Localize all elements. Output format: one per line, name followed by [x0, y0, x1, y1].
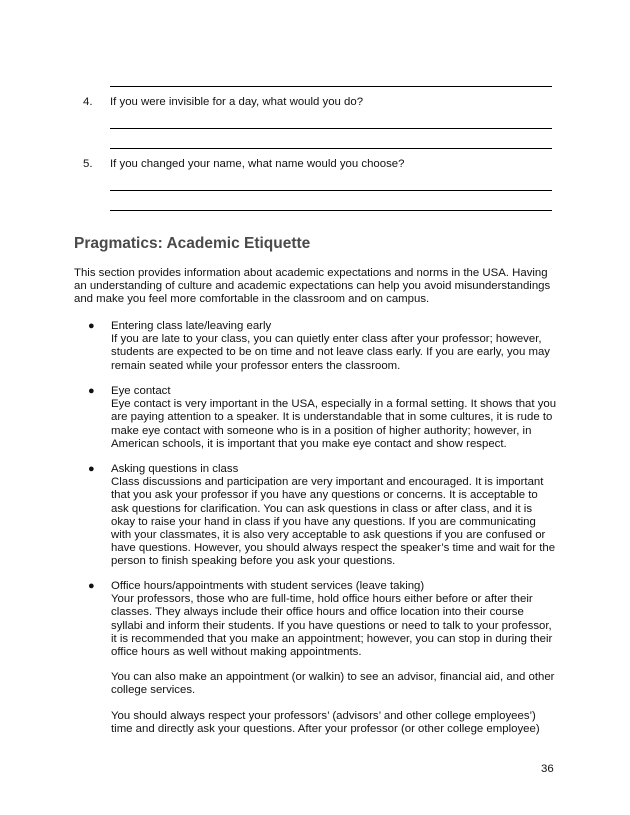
body-paragraph: You should always respect your professors’ (advisors’ and other college employees’) time and directly ask your questions. After your professor (or other college employee) [111, 710, 540, 736]
section-intro: This section provides information about academic expectations and norms in the USA. Having an understanding of culture and academic expectations can help you avoid misunderstandings and make you feel more comfortable in the classroom and on campus. [74, 267, 551, 306]
bullet-item [88, 580, 558, 659]
answer-line [110, 210, 552, 211]
bullet-text: Eye contact is very important in the USA, especially in a formal setting. It shows that you are paying attention to a speaker. It is understandable that in some cultures, it is rude to make eye contact with someone who is in a position of higher authority; however, in American schools, it is important that you make eye contact and show respect. [111, 398, 557, 450]
section-heading: Pragmatics: Academic Etiquette [74, 235, 311, 252]
question-text: If you changed your name, what name would you choose? [110, 158, 405, 170]
bullet-title: Entering class late/leaving early [111, 320, 272, 332]
bullet-text: If you are late to your class, you can quietly enter class after your professor; however, students are expected to be on time and not leave class early. If you are early, you may remain seated while your professor enters the classroom. [111, 333, 550, 372]
bullet-title: Eye contact [111, 385, 171, 397]
answer-line [110, 86, 552, 87]
bullet-item [88, 320, 558, 373]
question-text: If you were invisible for a day, what would you do? [110, 96, 364, 108]
answer-line [110, 128, 552, 129]
page-number: 36 [541, 763, 554, 775]
answer-line [110, 148, 552, 149]
question-number: 4. [83, 96, 93, 108]
question-number: 5. [83, 158, 93, 170]
bullet-title: Asking questions in class [111, 463, 239, 475]
bullet-text: Your professors, those who are full-time, hold office hours either before or after their classes. They always include their office hours and office location into their course syllabi and inform their students. If you have questions or need to talk to your professor, it is recommended that you make an appointment; however, you can stop in during their office hours as well without making appointments. [111, 593, 553, 659]
bullet-icon: ● [88, 463, 95, 475]
bullet-icon: ● [88, 580, 95, 592]
bullet-icon: ● [88, 385, 95, 397]
bullet-text: Class discussions and participation are very important and encouraged. It is important that you ask your professor if you have any questions or concerns. It is acceptable to ask questions for clarification. You can ask questions in class or after class, and it is okay to raise your hand in class if you have any questions. If you are communicating with your classmates, it is also very acceptable to ask questions if you are confused or have questions. However, you should always respect the speaker’s time and wait for the person to finish speaking before you ask your questions. [111, 476, 556, 568]
bullet-item [88, 463, 558, 569]
bullet-icon: ● [88, 320, 95, 332]
bullet-item [88, 385, 558, 451]
bullet-title: Office hours/appointments with student services (leave taking) [111, 580, 425, 592]
body-paragraph: You can also make an appointment (or walkin) to see an advisor, financial aid, and other college services. [111, 671, 555, 697]
answer-line [110, 190, 552, 191]
